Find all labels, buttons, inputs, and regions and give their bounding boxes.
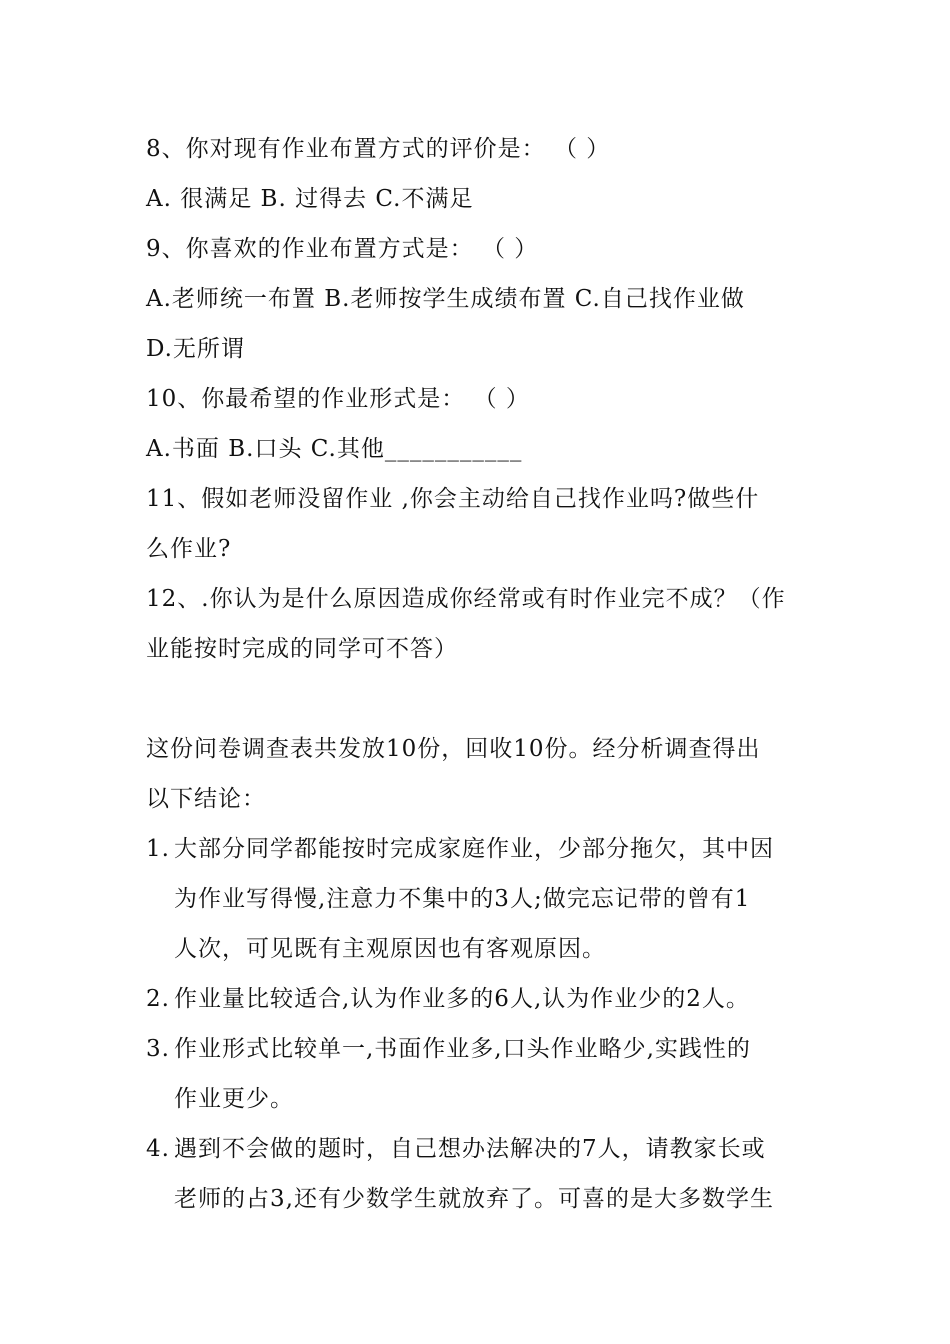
document-page <box>146 124 816 1224</box>
question-text: 9、你喜欢的作业布置方式是： （ ） <box>146 236 539 262</box>
conclusion-3 <box>146 1024 816 1124</box>
summary-text: 以下结论： <box>146 786 266 812</box>
question-9 <box>146 224 816 374</box>
summary-paragraph <box>146 724 816 824</box>
section-gap <box>146 674 816 724</box>
conclusion-number: 1. <box>146 836 170 862</box>
question-text: 10、你最希望的作业形式是： （ ） <box>146 386 530 412</box>
question-text: 业能按时完成的同学可不答） <box>146 636 458 662</box>
conclusion-number: 3. <box>146 1036 170 1062</box>
question-text: 12、.你认为是什么原因造成你经常或有时作业完不成？（作 <box>146 586 786 612</box>
conclusion-text: 老师的占3,还有少数学生就放弃了。可喜的是大多数学生 <box>174 1186 774 1212</box>
question-10 <box>146 374 816 474</box>
conclusion-2 <box>146 974 816 1024</box>
conclusion-text: 人次，可见既有主观原因也有客观原因。 <box>174 936 606 962</box>
question-text: 么作业? <box>146 536 232 562</box>
conclusion-text: 为作业写得慢,注意力不集中的3人;做完忘记带的曾有1 <box>174 886 751 912</box>
question-options: A.老师统一布置 B.老师按学生成绩布置 C.自己找作业做 <box>146 286 745 312</box>
summary-text: 这份问卷调查表共发放10份，回收10份。经分析调查得出 <box>146 736 761 762</box>
conclusion-text: 作业量比较适合,认为作业多的6人,认为作业少的2人。 <box>174 986 750 1012</box>
conclusion-text: 大部分同学都能按时完成家庭作业，少部分拖欠，其中因 <box>174 836 774 862</box>
question-options: A. 很满足 B. 过得去 C.不满足 <box>146 186 474 212</box>
question-options: A.书面 B.口头 C.其他___________ <box>146 436 523 462</box>
question-8 <box>146 124 816 224</box>
question-text: 8、你对现有作业布置方式的评价是： （ ） <box>146 136 611 162</box>
conclusion-text: 作业形式比较单一,书面作业多,口头作业略少,实践性的 <box>174 1036 751 1062</box>
conclusion-number: 2. <box>146 986 170 1012</box>
conclusion-4 <box>146 1124 816 1224</box>
conclusion-number: 4. <box>146 1136 170 1162</box>
conclusion-1 <box>146 824 816 974</box>
conclusion-text: 遇到不会做的题时，自己想办法解决的7人，请教家长或 <box>174 1136 766 1162</box>
question-11 <box>146 474 816 574</box>
question-options: D.无所谓 <box>146 336 245 362</box>
conclusion-text: 作业更少。 <box>174 1086 294 1112</box>
question-text: 11、假如老师没留作业 ,你会主动给自己找作业吗?做些什 <box>146 486 760 512</box>
question-12 <box>146 574 816 674</box>
